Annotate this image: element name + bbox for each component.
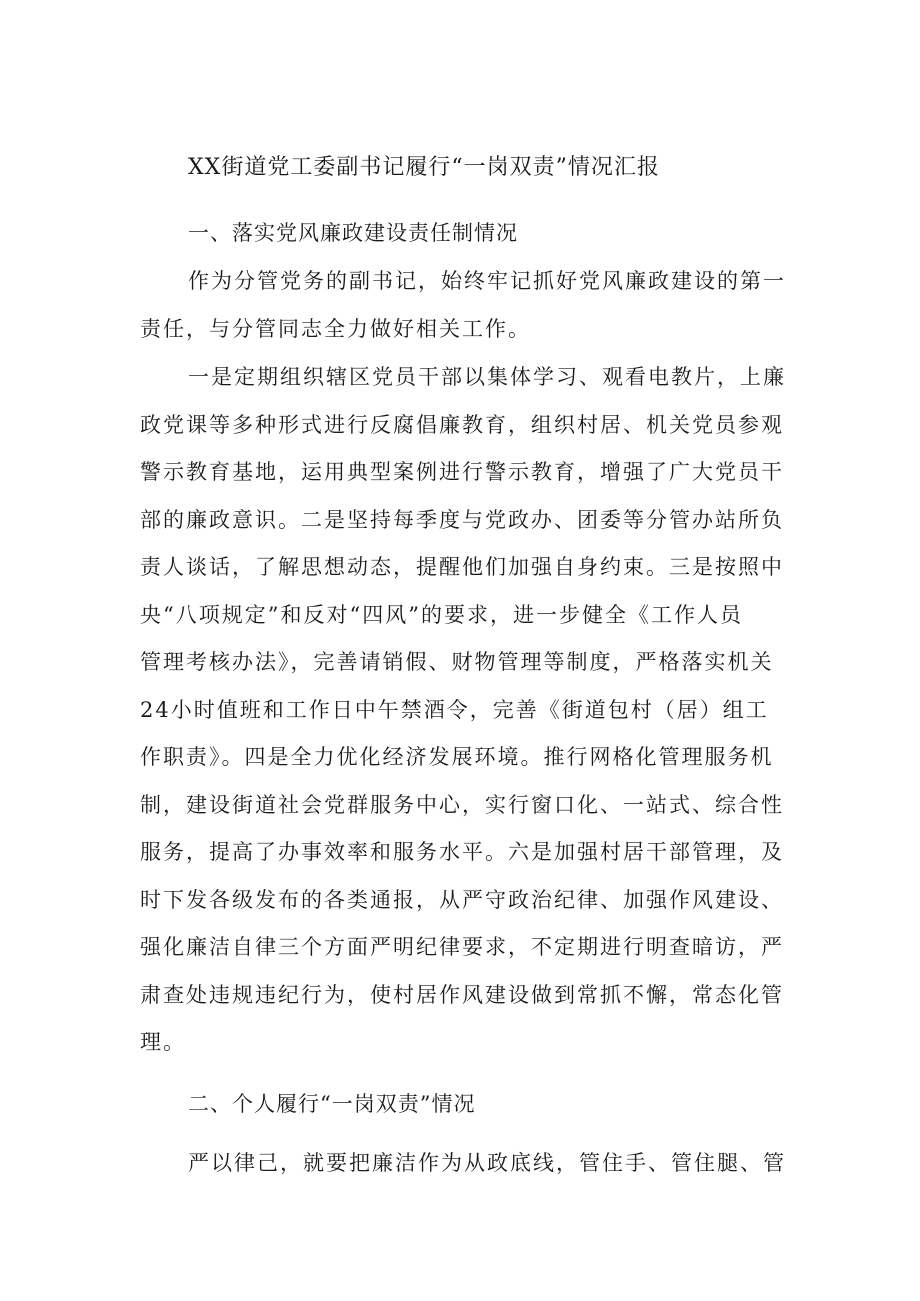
section-1-heading: 一、落实党风廉政建设责任制情况 [188,221,518,245]
paragraph-line: 强化廉洁自律三个方面严明纪律要求，不定期进行明查暗访，严 [140,935,784,959]
paragraph-line: 作为分管党务的副书记，始终牢记抓好党风廉政建设的第一 [188,269,786,293]
section-1-paragraph-2 [140,354,792,1067]
paragraph-line: 制，建设街道社会党群服务中心，实行窗口化、一站式、综合性 [140,792,784,817]
paragraph-line: 理。 [140,1030,186,1054]
section-2-paragraph-1 [140,1140,792,1188]
document-title: XX街道党工委副书记履行“一岗双责”情况汇报 [188,155,660,180]
paragraph-line: 严以律己，就要把廉洁作为从政底线，管住手、管住腿、管 [188,1151,786,1175]
paragraph-line: 作职责》。四是全力优化经济发展环境。推行网格化管理服务机 [140,745,774,769]
paragraph-line: 央“八项规定”和反对“四风”的要求，进一步健全《工作人员 [140,602,743,627]
paragraph-line: 24小时值班和工作日中午禁酒令，完善《街道包村（居）组工 [140,697,769,722]
paragraph-line: 肃查处违规违纪行为，使村居作风建设做到常抓不懈，常态化管 [140,982,784,1007]
paragraph-line: 一是定期组织辖区党员干部以集体学习、观看电教片，上廉 [188,365,786,389]
paragraph-line: 警示教育基地，运用典型案例进行警示教育，增强了广大党员干 [140,460,784,484]
paragraph-line: 时下发各级发布的各类通报，从严守政治纪律、加强作风建设、 [140,887,784,912]
paragraph-line: 责任，与分管同志全力做好相关工作。 [140,316,531,341]
section-2-heading: 二、个人履行“一岗双责”情况 [188,1092,476,1116]
paragraph-line: 责人谈话，了解思想动态，提醒他们加强自身约束。三是按照中 [140,555,784,579]
paragraph-line: 部的廉政意识。二是坚持每季度与党政办、团委等分管办站所负 [140,507,784,532]
section-1-paragraph-1 [140,258,792,353]
paragraph-line: 政党课等多种形式进行反腐倡廉教育，组织村居、机关党员参观 [140,412,784,437]
paragraph-line: 管理考核办法》，完善请销假、财物管理等制度，严格落实机关 [140,650,774,674]
paragraph-line: 服务，提高了办事效率和服务水平。六是加强村居干部管理，及 [140,840,784,864]
